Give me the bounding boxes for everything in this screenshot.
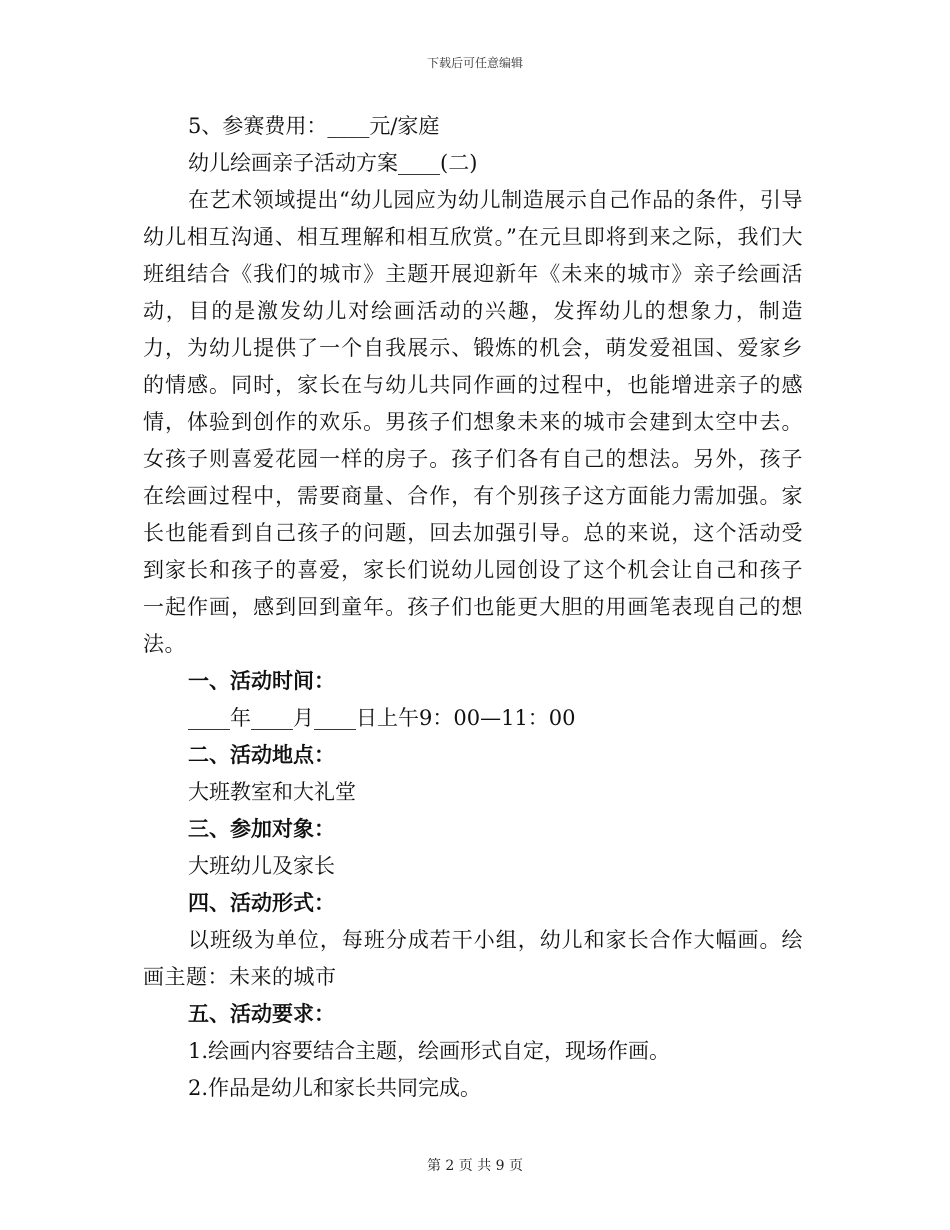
intro-paragraph: 在艺术领域提出“幼儿园应为幼儿制造展示自己作品的条件，引导幼儿相互沟通、相互理解和相互欣赏。”在元旦即将到来之际，我们大班组结合《我们的城市》主题开展迎新年《未来的城市》亲子绘画活动，目的是激发幼儿对绘画活动的兴趣，发挥幼儿的想象力，制造力，为幼儿提供了一个自我展示、锻炼的机会，萌发爱祖国、爱家乡的情感。同时，家长在与幼儿共同作画的过程中，也能增进亲子的感情，体验到创作的欢乐。男孩子们想象未来的城市会建到太空中去。女孩子则喜爱花园一样的房子。孩子们各有自己的想法。另外，孩子在绘画过程中，需要商量、合作，有个别孩子这方面能力需加强。家长也能看到自己孩子的问题，回去加强引导。总的来说，这个活动受到家长和孩子的喜爱，家长们说幼儿园创设了这个机会让自己和孩子一起作画，感到回到童年。孩子们也能更大胆的用画笔表现自己的想法。 [143,188,803,656]
section-heading-participants: 三、参加对象： [188,817,335,841]
section-heading-location: 二、活动地点： [188,743,335,767]
header-note: 下载后可任意编辑 [426,56,523,70]
section-text-location: 大班教室和大礼堂 [188,780,356,804]
fee-line: 5、参赛费用：____元/家庭 [188,114,440,138]
section-heading-time: 一、活动时间： [188,669,335,693]
plan-title: 幼儿绘画亲子活动方案____(二) [188,151,478,175]
page-number: 第 2 页 共 9 页 [426,1158,524,1174]
section-heading-requirements: 五、活动要求： [188,1002,335,1026]
requirement-item: 2.作品是幼儿和家长共同完成。 [188,1076,482,1100]
section-heading-format: 四、活动形式： [188,891,335,915]
section-text-format: 以班级为单位，每班分成若干小组，幼儿和家长合作大幅画。绘画主题：未来的城市 [143,928,803,989]
requirement-item: 1.绘画内容要结合主题，绘画形式自定，现场作画。 [188,1039,671,1063]
document-body [143,108,803,1107]
section-text-participants: 大班幼儿及家长 [188,854,335,878]
section-text-time: ____年____月____日上午9：00—11：00 [188,706,576,730]
